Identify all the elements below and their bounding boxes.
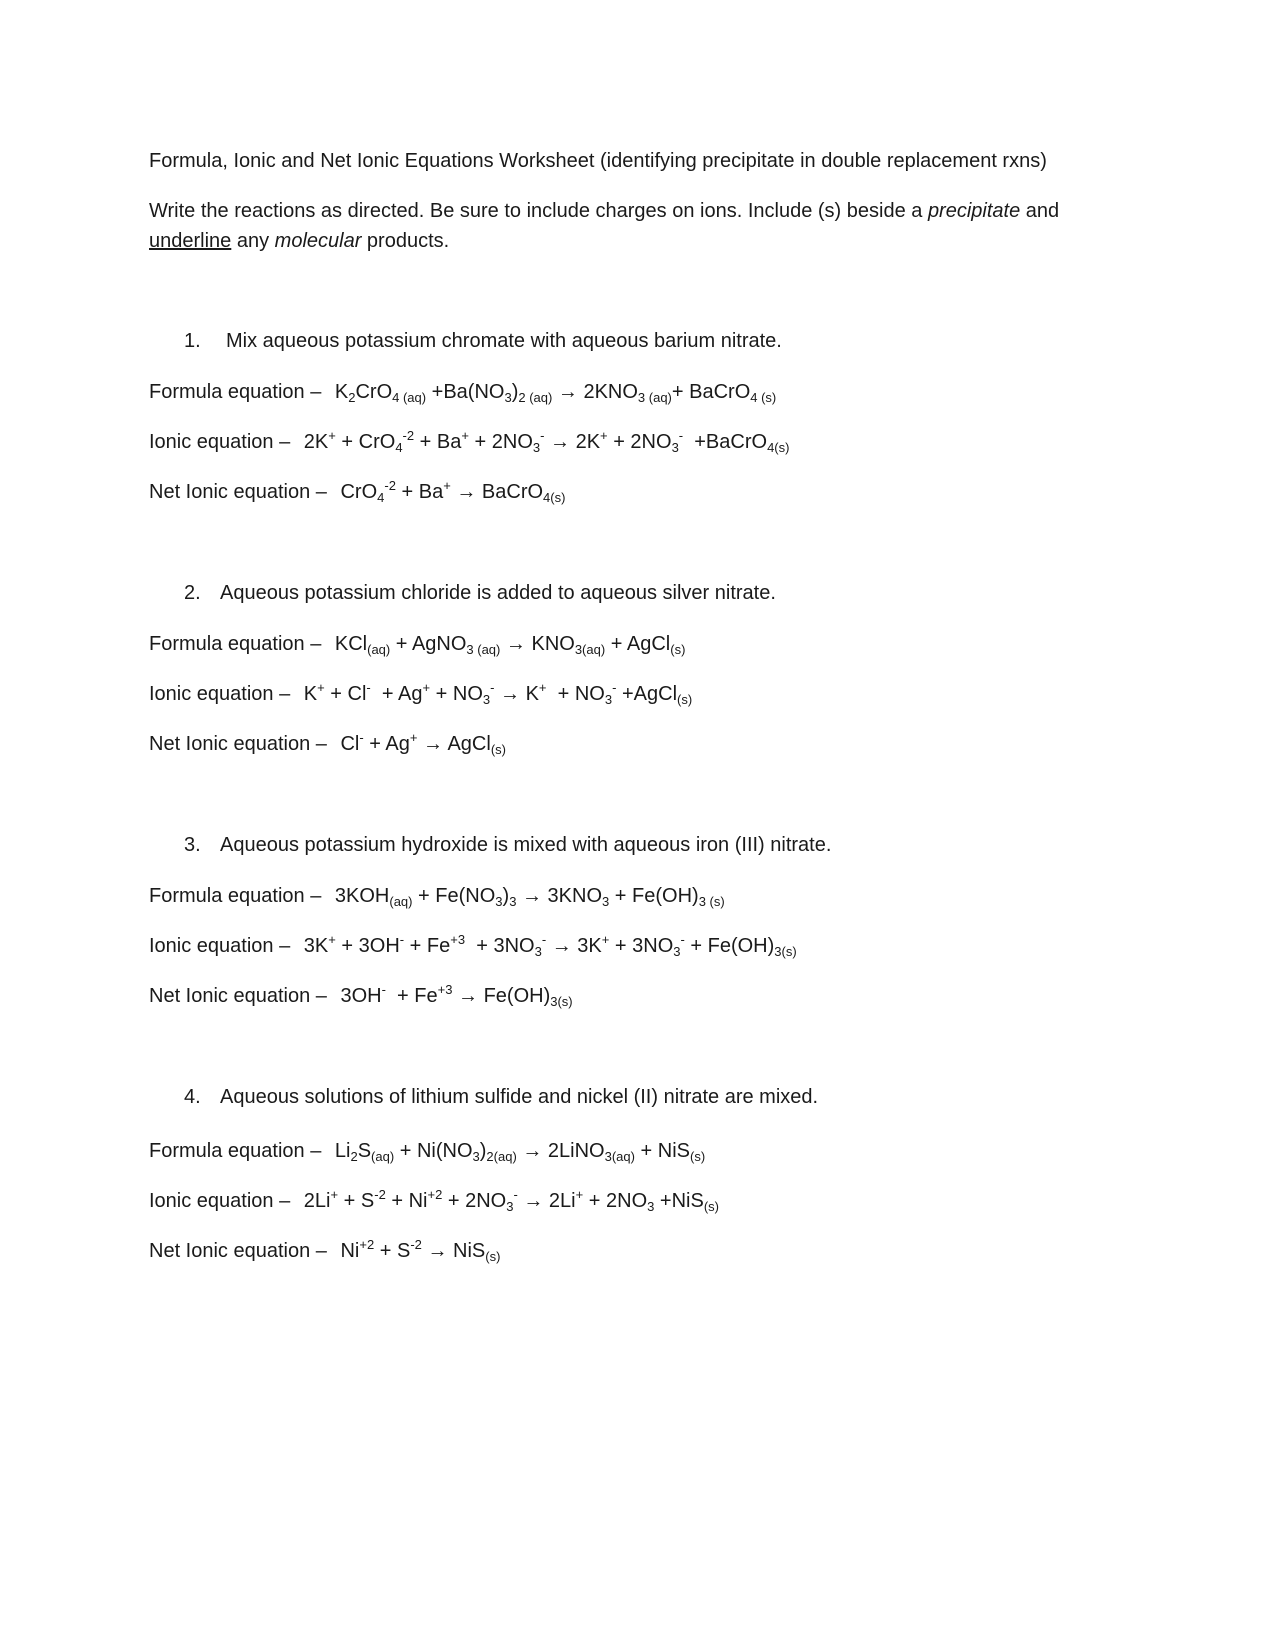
question-text: Aqueous solutions of lithium sulfide and nickel (II) nitrate are mixed. [220,1086,819,1108]
net-ionic-equation-1 [149,480,565,504]
net-ionic-label: Net Ionic equation – [149,1240,327,1262]
formula-equation-text: $K_2CrO_{4 (aq)} +Ba(NO_3)_{2 (aq)} \to 2KNO_{3 (aq)}+$ BaCrO$_{4 (s)}$ [334,381,777,405]
formula-equation-4 [149,1139,705,1163]
net-ionic-equation-text: $Ni^{+2} + S^{-2} \to NiS_{(s)}$ [340,1237,501,1264]
formula-label: Formula equation – [149,885,322,907]
formula-label: Formula equation – [149,381,322,403]
instructions-text-3: any [231,230,275,252]
question-text: Aqueous potassium hydroxide is mixed with aqueous iron (III) nitrate. [220,834,832,856]
instructions-molecular: molecular [274,230,362,252]
formula-equation-2 [149,632,685,656]
ionic-label: Ionic equation – [149,683,291,705]
ionic-equation-2 [149,682,692,706]
ionic-equation-text: $K^+ + Cl^- + Ag^+ + NO_3^- \to K^+ + NO_3^-$ +AgCl$_{(s)}$ [303,680,693,707]
worksheet-title: Formula, Ionic and Net Ionic Equations Worksheet (identifying precipitate in double replacement rxns) [149,150,1047,172]
ionic-equation-text: $2K^+ + CrO_4^{-2} + Ba^+ + 2NO_3^- \to 2K^+ + 2NO_3^-$ +BaCrO$_{4(s)}$ [303,428,790,455]
formula-equation-3 [149,884,725,908]
formula-equation-text: KCl$_{(aq)}$ + AgNO$_{3 (aq)}$ → $KNO_{3(aq)}$ + AgCl$_{(s)}$ [334,633,686,657]
formula-equation-text: $3KOH_{(aq)} + Fe(NO_3)_3 \to 3KNO_3 + Fe(OH)_{3 (s)}$ [334,885,725,909]
net-ionic-equation-2 [149,732,506,756]
question-number: 2. [184,582,201,604]
instructions-text-4: products. [361,230,450,252]
formula-label: Formula equation – [149,1140,322,1162]
net-ionic-label: Net Ionic equation – [149,733,327,755]
formula-equation-text: $Li_2S_{(aq)} + Ni(NO_3)_{2(aq)}$ → 2LiNO$_{3(aq)}$ + NiS$_{(s)}$ [334,1140,706,1164]
instructions-text-2: and [1020,200,1060,222]
net-ionic-equation-4 [149,1239,500,1263]
ionic-equation-text: $2Li^+ + S^{-2} + Ni^{+2} + 2NO_3^- \to 2Li^+ + 2NO_3 +NiS_{(s)}$ [303,1187,720,1214]
ionic-equation-1 [149,430,789,454]
instructions-precipitate: precipitate [927,200,1021,222]
formula-equation-1 [149,380,776,404]
ionic-label: Ionic equation – [149,935,291,957]
net-ionic-equation-text: CrO$_4^{-2}$ + Ba+ → BaCrO$_{4(s)}$ [340,478,566,505]
net-ionic-label: Net Ionic equation – [149,985,327,1007]
ionic-equation-3 [149,934,797,958]
net-ionic-equation-text: $3OH^- + Fe^{+3} \to Fe(OH)_{3(s)}$ [340,982,573,1009]
question-number: 3. [184,834,201,856]
net-ionic-label: Net Ionic equation – [149,481,327,503]
ionic-equation-text: $3K^+ + 3OH^- + Fe^{+3} + 3NO_3^- \to 3K^+ + 3NO_3^- + Fe(OH)_{3(s)}$ [303,932,797,959]
net-ionic-equation-text: Cl- + Ag+ → AgCl$_{(s)}$ [340,730,506,757]
ionic-label: Ionic equation – [149,1190,291,1212]
instructions-text-1: Write the reactions as directed. Be sure to include charges on ions. Include (s) beside a [149,200,928,222]
question-text: Aqueous potassium chloride is added to aqueous silver nitrate. [220,582,776,604]
instructions-line-1 [149,199,1059,223]
formula-label: Formula equation – [149,633,322,655]
net-ionic-equation-3 [149,984,573,1008]
ionic-label: Ionic equation – [149,431,291,453]
ionic-equation-4 [149,1189,719,1213]
question-text: Mix aqueous potassium chromate with aqueous barium nitrate. [226,330,782,352]
question-number: 1. [184,330,201,352]
instructions-underline: underline [149,230,232,252]
instructions-line-2 [149,229,449,253]
question-number: 4. [184,1086,201,1108]
